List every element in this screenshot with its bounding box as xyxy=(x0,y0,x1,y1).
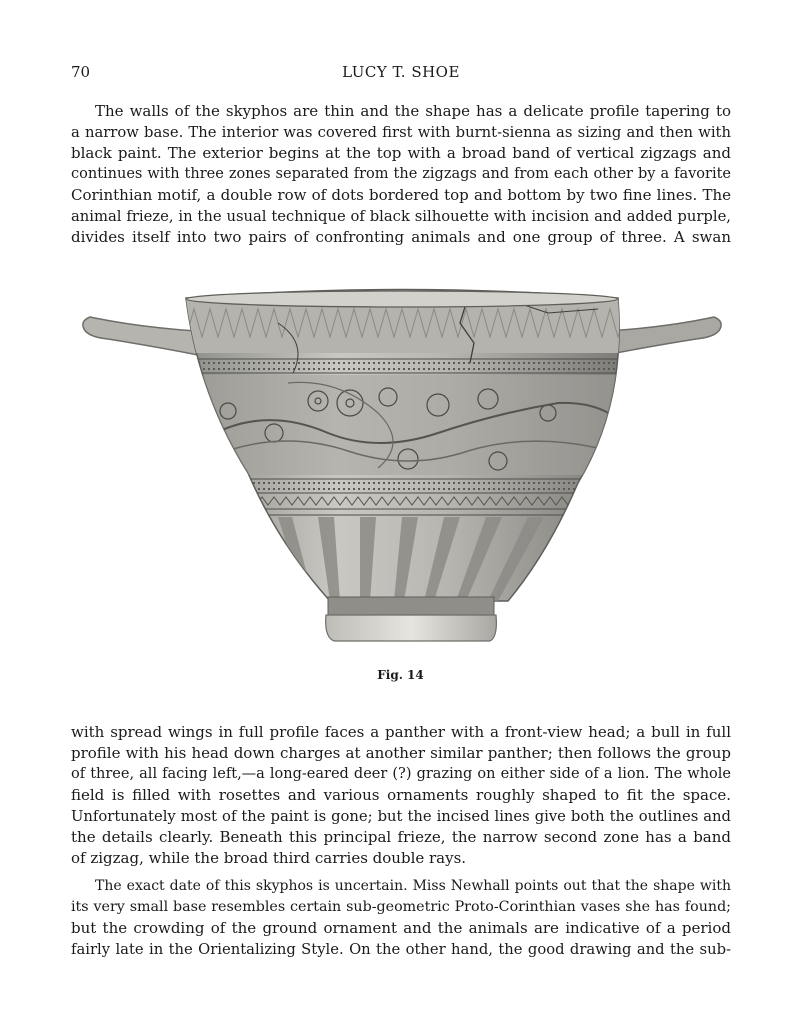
text-line: fairly late in the Orientalizing Style. On the other hand, the good drawing and the sub- xyxy=(71,941,731,958)
running-head: LUCY T. SHOE xyxy=(342,63,460,81)
text-line: of three, all facing left,—a long-eared deer (?) grazing on either side of a lion. The whole xyxy=(71,766,731,782)
text-line: Unfortunately most of the paint is gone; but the incised lines give both the outlines and xyxy=(71,808,731,825)
page-number: 70 xyxy=(71,63,91,81)
text-line: continues with three zones separated from the zigzags and from each other by a favorite xyxy=(71,166,731,182)
paragraph-2 xyxy=(71,722,731,869)
text-line: profile with his head down charges at another similar panther; then follows the group xyxy=(71,744,731,762)
text-line: animal frieze, in the usual technique of black silhouette with incision and added purple, xyxy=(71,208,731,225)
page-header xyxy=(71,63,731,87)
text-line: The exact date of this skyphos is uncertain. Miss Newhall points out that the shape with xyxy=(95,878,731,894)
text-line: field is filled with rosettes and various ornaments roughly shaped to fit the space. xyxy=(71,786,731,804)
text-line: black paint. The exterior begins at the top with a broad band of vertical zigzags and xyxy=(71,144,731,162)
text-line: its very small base resembles certain sub-geometric Proto-Corinthian vases she has found; xyxy=(71,899,731,915)
text-line: with spread wings in full profile faces a panther with a front-view head; a bull in full xyxy=(71,723,731,741)
text-line: divides itself into two pairs of confronting animals and one group of three. A swan xyxy=(71,228,731,246)
text-line: a narrow base. The interior was covered first with burnt-sienna as sizing and then with xyxy=(71,124,731,141)
figure-caption: Fig. 14 xyxy=(377,668,424,682)
text-line: The walls of the skyphos are thin and the shape has a delicate profile tapering to xyxy=(95,102,731,120)
paragraph-3 xyxy=(71,876,731,960)
text-line: Corinthian motif, a double row of dots bordered top and bottom by two fine lines. The xyxy=(71,186,731,204)
text-line: of zigzag, while the broad third carries double rays. xyxy=(71,849,467,867)
text-line: but the crowding of the ground ornament and the animals are indicative of a period xyxy=(71,919,731,937)
skyphos-photograph xyxy=(78,283,724,645)
skyphos-vase-image xyxy=(78,283,724,645)
text-line: the details clearly. Beneath this principal frieze, the narrow second zone has a band xyxy=(71,828,731,846)
paragraph-1 xyxy=(71,101,731,248)
